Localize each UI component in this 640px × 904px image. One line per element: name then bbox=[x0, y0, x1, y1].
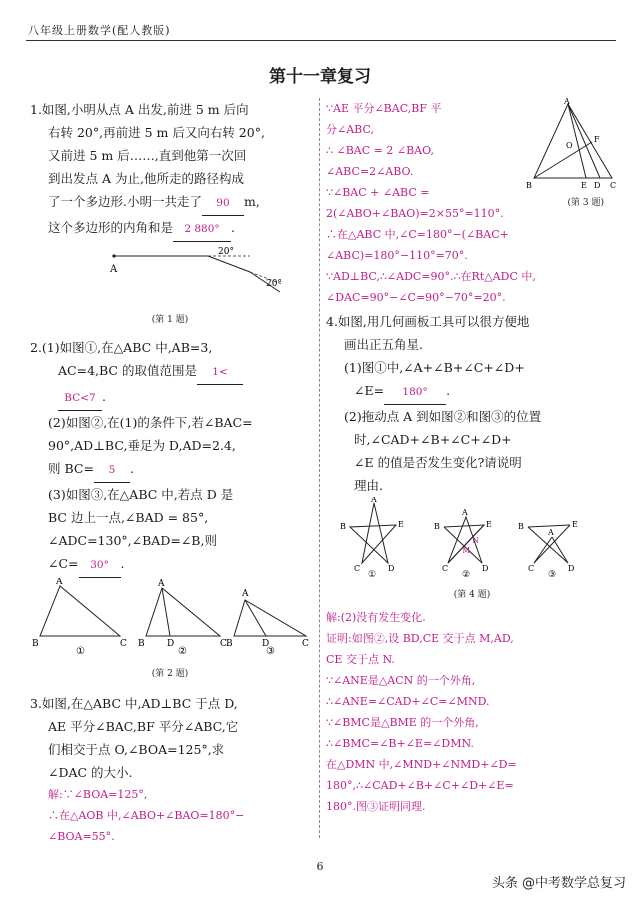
q1-line: 1.如图,小明从点 A 出发,前进 5 m 后向 bbox=[30, 102, 249, 117]
q4-line: ∠E= 180° . bbox=[326, 379, 618, 405]
svg-text:A: A bbox=[56, 578, 63, 587]
svg-text:③: ③ bbox=[548, 570, 557, 577]
column-divider bbox=[319, 98, 320, 838]
figure-caption: (第 2 题) bbox=[151, 669, 189, 679]
q2-line: AC=4,BC 的取值范围是 1< bbox=[30, 359, 310, 385]
answer-line: ∵∠BMC是△BME 的一个外角, bbox=[326, 716, 479, 729]
figure-caption: (第 3 题) bbox=[567, 198, 604, 208]
q4-figures bbox=[326, 497, 616, 577]
answer-blank: 2 880° bbox=[173, 218, 231, 242]
q2-line: BC 边上一点,∠BAD = 85°, bbox=[48, 510, 209, 525]
q3-figure bbox=[526, 98, 618, 190]
q1-line: 又前进 5 m 后……,直到他第一次回 bbox=[48, 148, 247, 163]
answer-line: 2(∠ABO+∠BAO)=2×55°=110°. bbox=[326, 207, 504, 220]
answer-line: ∴在△AOB 中,∠ABO+∠BAO=180°− bbox=[48, 809, 245, 822]
answer-blank: 1< bbox=[197, 361, 243, 385]
svg-text:D: D bbox=[568, 564, 575, 573]
answer-line: ∵AE 平分∠BAC,BF 平 bbox=[326, 102, 442, 115]
answer-line: ∵∠ANE是△ACN 的一个外角, bbox=[326, 674, 476, 687]
svg-text:D: D bbox=[167, 639, 175, 649]
answer-line: ∴在△ABC 中,∠C=180°−(∠BAC+ bbox=[326, 228, 509, 241]
svg-text:D: D bbox=[594, 181, 601, 190]
svg-text:A: A bbox=[242, 589, 249, 599]
q1-line: 右转 20°,再前进 5 m 后又向右转 20°, bbox=[48, 125, 265, 140]
question-2 bbox=[30, 336, 310, 686]
watermark: 头条 @中考数学总复习 bbox=[491, 876, 626, 891]
right-column bbox=[326, 98, 618, 817]
svg-text:A: A bbox=[371, 497, 377, 504]
svg-text:②: ② bbox=[462, 570, 471, 577]
svg-text:F: F bbox=[594, 135, 600, 144]
question-4 bbox=[326, 310, 618, 817]
answer-blank: 30° bbox=[79, 554, 121, 578]
answer-line: 180°,∴∠CAD+∠B+∠C+∠D+∠E= bbox=[326, 779, 514, 792]
svg-text:D: D bbox=[262, 639, 270, 649]
q2-line: (2)如图②,在(1)的条件下,若∠BAC= bbox=[48, 415, 253, 430]
svg-text:C: C bbox=[528, 564, 535, 573]
answer-line: 证明:如图②,设 BD,CE 交于点 M,AD, bbox=[326, 632, 514, 645]
answer-line: ∴∠BMC=∠B+∠E=∠DMN. bbox=[326, 737, 474, 750]
svg-text:①: ① bbox=[76, 646, 85, 656]
svg-text:B: B bbox=[138, 639, 145, 649]
svg-text:D: D bbox=[388, 564, 395, 573]
q1-line: 这个多边形的内角和是 2 880° . bbox=[30, 216, 310, 242]
svg-text:20°: 20° bbox=[266, 279, 282, 289]
q3-line: 3.如图,在△ABC 中,AD⊥BC 于点 D, bbox=[30, 696, 238, 711]
q4-line: (1)图①中,∠A+∠B+∠C+∠D+ bbox=[344, 360, 525, 375]
answer-line: ∠ABC)=180°−110°=70°. bbox=[326, 249, 468, 262]
svg-text:E: E bbox=[581, 181, 587, 190]
answer-line: 分∠ABC, bbox=[326, 123, 374, 136]
answer-line: ∵∠BAC + ∠ABC = bbox=[326, 186, 430, 199]
answer-line: CE 交于点 N. bbox=[326, 653, 395, 666]
q4-line: 理由. bbox=[354, 478, 383, 493]
svg-text:A: A bbox=[548, 528, 554, 537]
svg-text:B: B bbox=[32, 639, 39, 649]
q4-line: 时,∠CAD+∠B+∠C+∠D+ bbox=[354, 432, 512, 447]
svg-text:①: ① bbox=[368, 570, 377, 577]
answer-line: 解:(2)没有发生变化. bbox=[326, 611, 426, 624]
page-number: 6 bbox=[316, 860, 324, 873]
svg-text:②: ② bbox=[178, 646, 187, 656]
svg-text:B: B bbox=[518, 522, 524, 531]
svg-text:③: ③ bbox=[266, 646, 275, 656]
answer-blank: 180° bbox=[384, 381, 446, 405]
q2-figures bbox=[30, 578, 310, 656]
answer-line: ∴∠ANE=∠CAD+∠C=∠MND. bbox=[326, 695, 490, 708]
svg-text:D: D bbox=[482, 564, 489, 573]
answer-blank: BC<7 bbox=[58, 387, 102, 411]
point-label: A bbox=[110, 264, 118, 275]
svg-text:C: C bbox=[610, 181, 617, 190]
svg-text:C: C bbox=[442, 564, 449, 573]
svg-text:B: B bbox=[434, 522, 440, 531]
q2-line: ∠ADC=130°,∠BAD=∠B,则 bbox=[48, 533, 217, 548]
q2-line: (3)如图③,在△ABC 中,若点 D 是 bbox=[48, 487, 234, 502]
answer-blank: 5 bbox=[94, 459, 130, 483]
svg-text:E: E bbox=[398, 520, 404, 529]
svg-text:B: B bbox=[526, 181, 532, 190]
q1-line: 了一个多边形.小明一共走了 90 m, bbox=[30, 190, 310, 216]
svg-text:E: E bbox=[486, 520, 492, 529]
svg-text:M: M bbox=[462, 546, 471, 555]
answer-line: ∠ABC=2∠ABO. bbox=[326, 165, 414, 178]
svg-text:O: O bbox=[566, 141, 573, 150]
q2-line: 则 BC= 5 . bbox=[30, 457, 310, 483]
figure-caption: (第 4 题) bbox=[453, 590, 491, 600]
answer-line: ∠BOA=55°. bbox=[48, 830, 115, 843]
q1-figure bbox=[30, 242, 310, 302]
svg-text:E: E bbox=[572, 520, 578, 529]
q4-line: 画出正五角星. bbox=[344, 337, 423, 352]
svg-text:B: B bbox=[340, 522, 346, 531]
q4-line: ∠E 的值是否发生变化?请说明 bbox=[354, 455, 522, 470]
svg-text:C: C bbox=[302, 639, 309, 649]
q2-line: ∠C= 30° . bbox=[30, 552, 310, 578]
svg-text:C: C bbox=[354, 564, 361, 573]
svg-text:C: C bbox=[220, 639, 227, 649]
chapter-title: 第十一章复习 bbox=[269, 67, 371, 87]
q3-line: AE 平分∠BAC,BF 平分∠ABC,它 bbox=[48, 719, 239, 734]
q1-line: 到出发点 A 为止,他所走的路径构成 bbox=[48, 171, 244, 186]
q3-line: 们相交于点 O,∠BOA=125°,求 bbox=[48, 742, 225, 757]
answer-line: 180°.图③证明同理. bbox=[326, 800, 426, 813]
svg-text:B: B bbox=[226, 639, 233, 649]
answer-blank: 90 bbox=[202, 192, 244, 216]
answer-line: ∵AD⊥BC,∴∠ADC=90°.∴在Rt△ADC 中, bbox=[326, 270, 536, 283]
page-header: 八年级上册数学(配人教版) bbox=[28, 24, 171, 37]
svg-text:20°: 20° bbox=[218, 247, 234, 257]
svg-text:A: A bbox=[462, 508, 468, 517]
svg-text:C: C bbox=[120, 639, 127, 649]
q3-line: ∠DAC 的大小. bbox=[48, 765, 133, 780]
q2-line: 90°,AD⊥BC,垂足为 D,AD=2.4, bbox=[48, 438, 236, 453]
answer-line: 解:∵∠BOA=125°, bbox=[48, 788, 148, 801]
left-column bbox=[30, 98, 310, 847]
q2-line: BC<7 . bbox=[30, 385, 310, 411]
question-1 bbox=[30, 98, 310, 332]
answer-line: ∠DAC=90°−∠C=90°−70°=20°. bbox=[326, 291, 506, 304]
q4-line: (2)拖动点 A 到如图②和图③的位置 bbox=[344, 409, 542, 424]
question-3-continued bbox=[326, 98, 618, 308]
svg-text:N: N bbox=[472, 536, 479, 545]
figure-caption: (第 1 题) bbox=[151, 315, 189, 325]
answer-line: 在△DMN 中,∠MND+∠NMD+∠D= bbox=[326, 758, 517, 771]
svg-text:A: A bbox=[564, 98, 570, 106]
answer-line: ∴ ∠BAC = 2 ∠BAO, bbox=[326, 144, 434, 157]
question-3 bbox=[30, 692, 310, 847]
q4-line: 4.如图,用几何画板工具可以很方便地 bbox=[326, 314, 530, 329]
svg-text:A: A bbox=[158, 579, 165, 589]
q2-line: 2.(1)如图①,在△ABC 中,AB=3, bbox=[30, 340, 213, 355]
header-rule bbox=[26, 40, 616, 41]
